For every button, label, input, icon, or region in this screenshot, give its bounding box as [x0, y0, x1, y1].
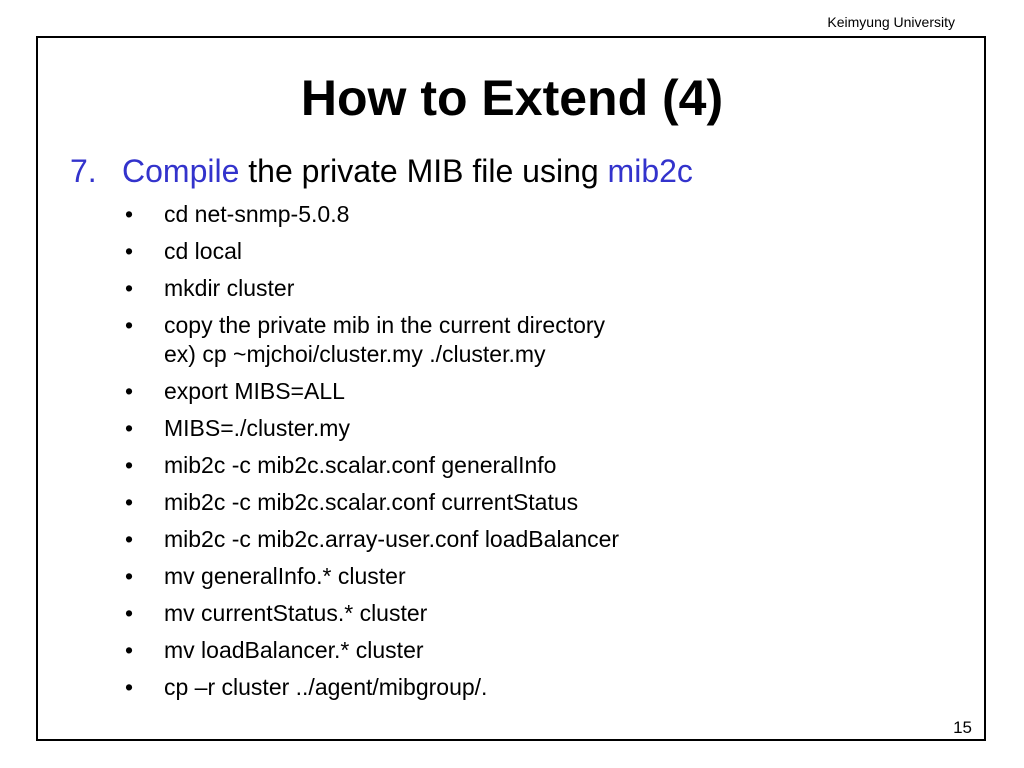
bullet-icon: •	[125, 238, 134, 264]
compile-keyword: Compile	[122, 153, 240, 189]
bullet-icon: •	[125, 275, 134, 301]
bullet-icon: •	[125, 312, 134, 338]
list-item-text: MIBS=./cluster.my	[164, 415, 350, 441]
bullet-icon: •	[125, 600, 134, 626]
list-item-text: mib2c -c mib2c.array-user.conf loadBalancer	[164, 526, 620, 552]
list-item	[124, 451, 964, 480]
list-item-text: export MIBS=ALL	[164, 378, 345, 404]
list-item-text: mv generalInfo.* cluster	[164, 563, 406, 589]
list-item-text: mv loadBalancer.* cluster	[164, 637, 424, 663]
list-item-text: cd net-snmp-5.0.8	[164, 201, 350, 227]
slide-title: How to Extend (4)	[300, 70, 724, 126]
list-item-text: copy the private mib in the current directory	[164, 312, 606, 338]
list-item-text: mib2c -c mib2c.scalar.conf generalInfo	[164, 452, 557, 478]
step-heading	[70, 151, 693, 191]
organization-header: Keimyung University	[827, 14, 955, 30]
step-number: 7.	[70, 153, 97, 189]
instruction-list	[124, 200, 964, 710]
list-item	[124, 562, 964, 591]
list-item-text: mib2c -c mib2c.scalar.conf currentStatus	[164, 489, 579, 515]
list-item-text: cp –r cluster ../agent/mibgroup/.	[164, 674, 488, 700]
list-item-text: mv currentStatus.* cluster	[164, 600, 428, 626]
bullet-icon: •	[125, 201, 134, 227]
bullet-icon: •	[125, 637, 134, 663]
list-item	[124, 200, 964, 229]
page-number: 15	[953, 718, 972, 737]
step-description: the private MIB file using	[239, 153, 608, 189]
list-item	[124, 311, 964, 369]
list-item	[124, 274, 964, 303]
bullet-icon: •	[125, 489, 134, 515]
bullet-icon: •	[125, 452, 134, 478]
bullet-icon: •	[125, 378, 134, 404]
mib2c-keyword: mib2c	[607, 153, 693, 189]
list-item	[124, 377, 964, 406]
list-item-text: cd local	[164, 238, 242, 264]
bullet-icon: •	[125, 415, 134, 441]
list-item	[124, 414, 964, 443]
list-item	[124, 237, 964, 266]
bullet-icon: •	[125, 526, 134, 552]
list-item	[124, 488, 964, 517]
bullet-icon: •	[125, 563, 134, 589]
bullet-icon: •	[125, 674, 134, 700]
copy-example-text: ex) cp ~mjchoi/cluster.my ./cluster.my	[164, 341, 546, 367]
list-item	[124, 636, 964, 665]
list-item-text: mkdir cluster	[164, 275, 295, 301]
list-item	[124, 599, 964, 628]
list-item	[124, 525, 964, 554]
list-item	[124, 673, 964, 702]
